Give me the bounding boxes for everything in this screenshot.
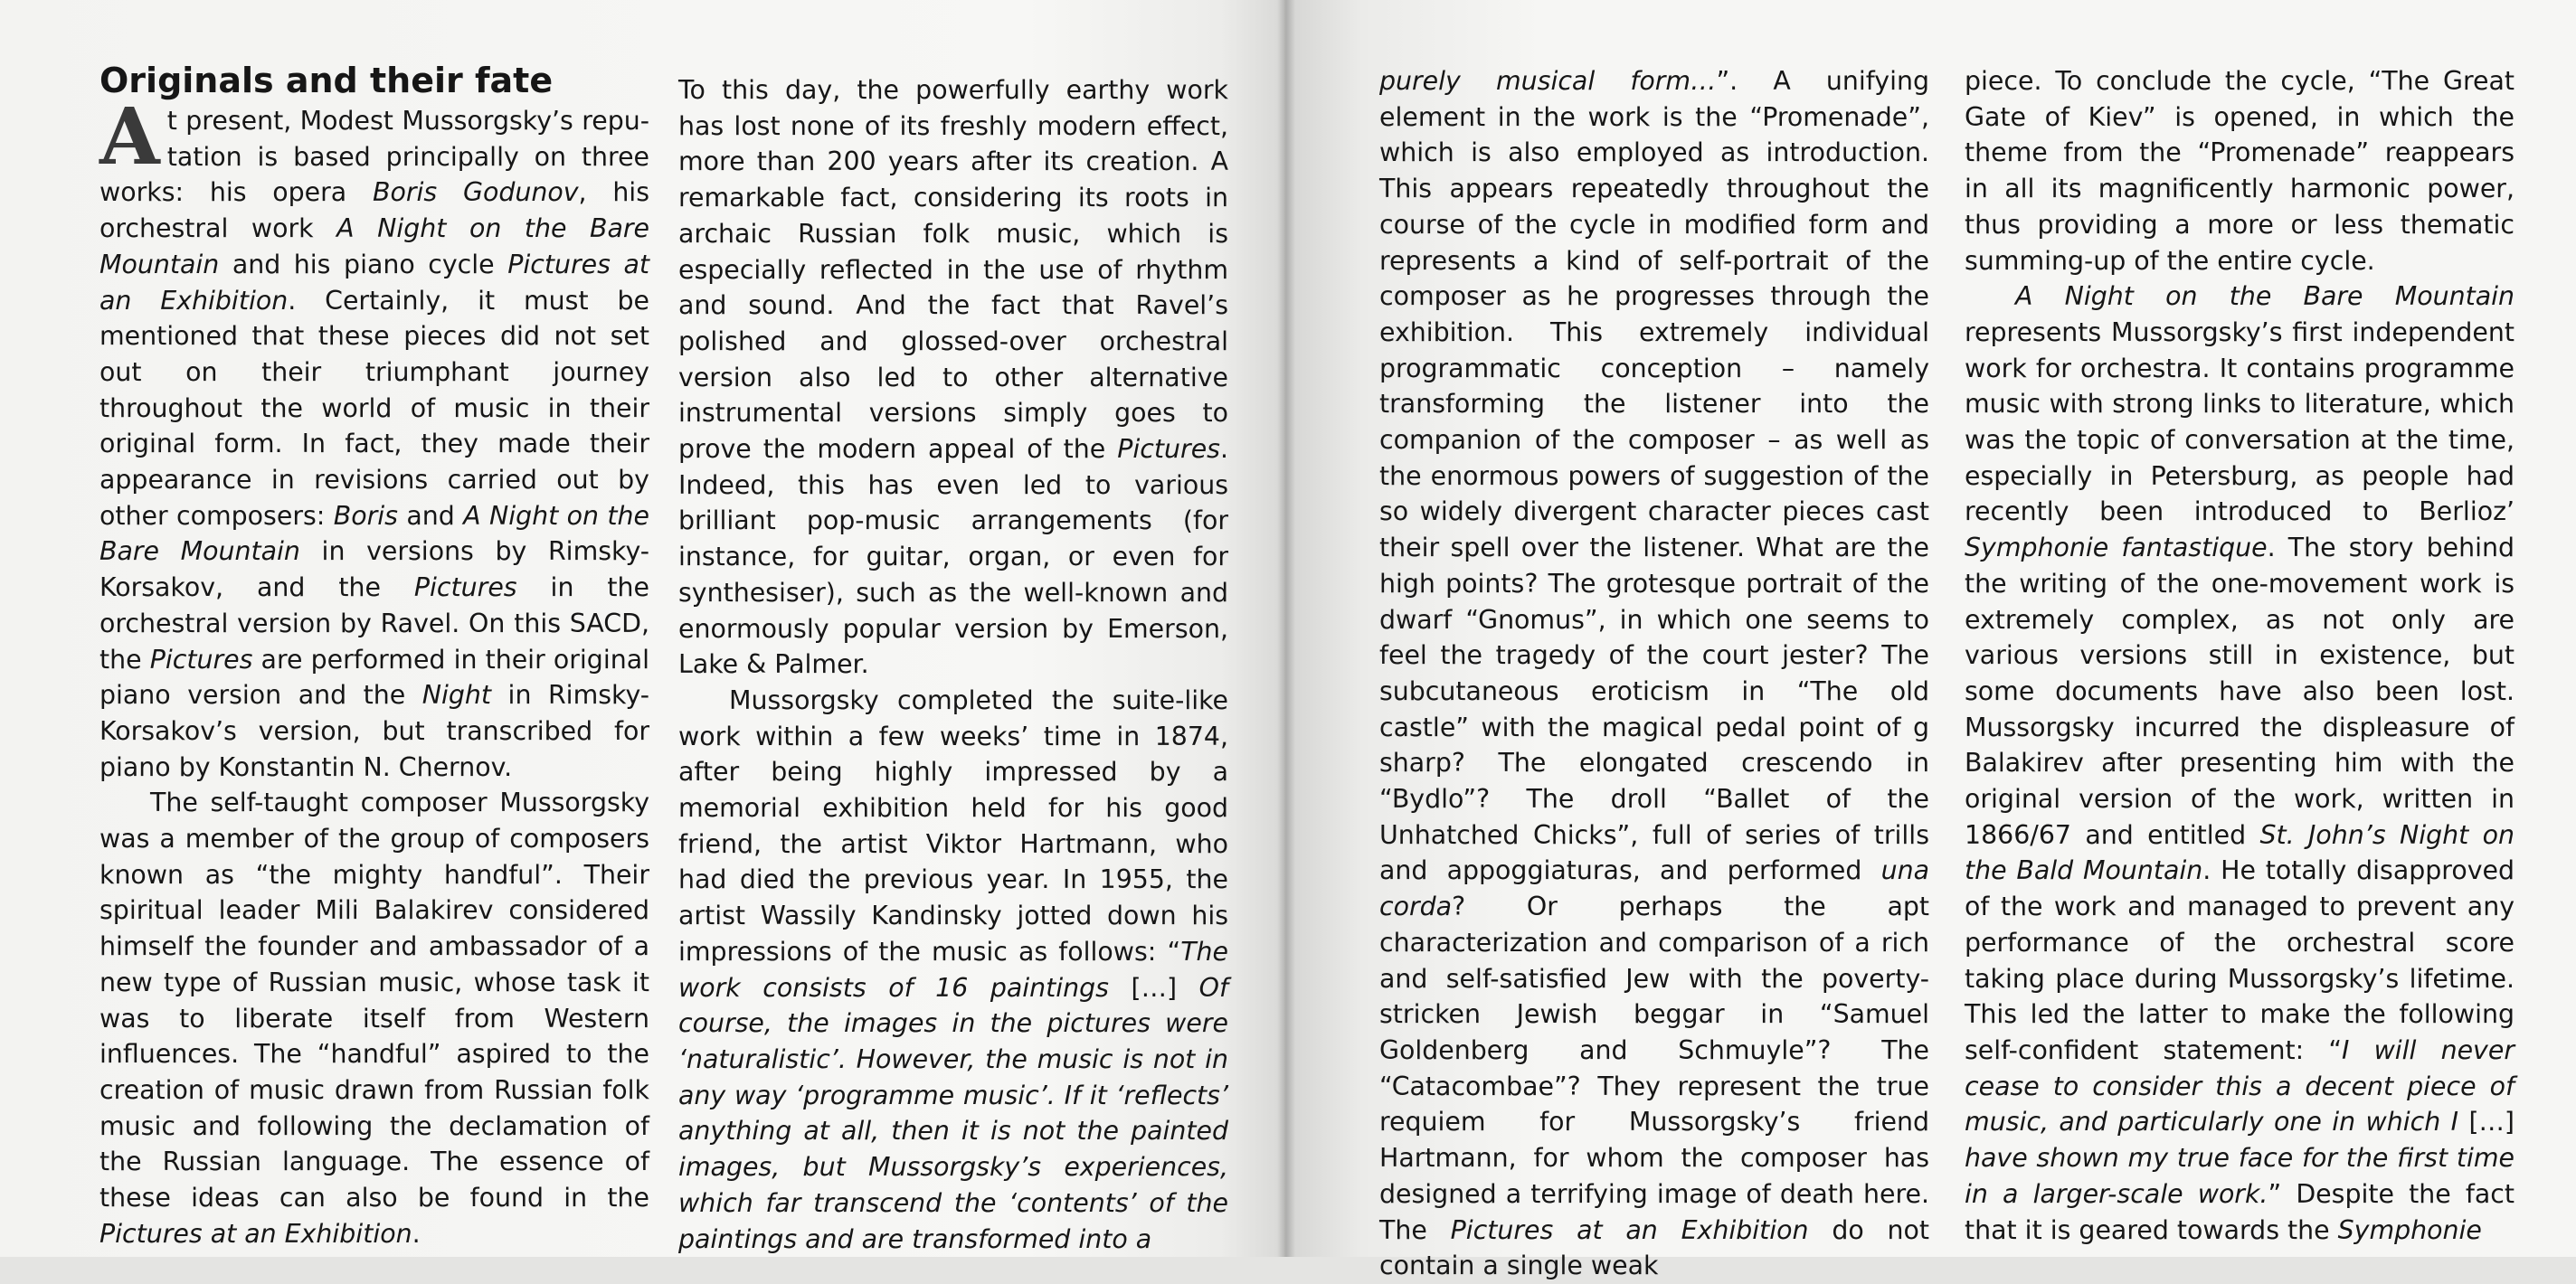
italic-title: Pictures at an Exhibition xyxy=(99,249,649,316)
text-run: do not contain a single weak xyxy=(1379,1214,1929,1281)
italic-quote: have shown my true face for the first time in a larger-scale work. xyxy=(1965,1143,2514,1209)
italic-title: Boris Godunov xyxy=(372,177,579,208)
italic-title: A Night on the Bare Mountain xyxy=(99,500,649,567)
text-column-1 xyxy=(99,60,649,1252)
text-run: t present, Modest Mussorgsky’s repu-tation is based principally on three works: his opera xyxy=(99,106,649,208)
text-run: in versions by Rimsky-Korsakov, and the xyxy=(99,536,649,603)
text-run: and his piano cycle xyxy=(219,249,508,279)
italic-title: Pictures xyxy=(149,644,253,675)
text-run: . Certainly, it must be mentioned that these pieces did not set out on their triumphant journey throughout the world of music in their original form. In fact, they made their appearance in revisions carried out by other composers: xyxy=(99,285,649,531)
text-run: in the orchestral version by Ravel. On this SACD, the xyxy=(99,572,649,675)
text-run: and xyxy=(397,500,464,531)
paragraph xyxy=(678,683,1228,1257)
italic-title: A Night on the Bare Mountain xyxy=(99,213,650,279)
italic-title: Boris xyxy=(333,500,398,531)
text-run: piece. To conclude the cycle, “The Great Gate of Kiev” is opened, in which the theme from the “Promenade” reappears in all its magnificently harmonic power, thus providing a more or less thematic summing-up of the entire cycle. xyxy=(1965,66,2514,276)
italic-title: Pictures xyxy=(1117,434,1220,465)
text-run: […] xyxy=(1108,972,1199,1003)
text-run: . He totally disapproved of the work and managed to prevent any performance of the orchestral score taking place during Mussorgsky’s lifetime. This led the latter to make the following self-confident statement: “ xyxy=(1965,855,2514,1065)
text-run: are performed in their original piano version and the xyxy=(99,644,649,711)
italic-title: Symphonie fantastique xyxy=(1965,533,2268,563)
text-run: ” Despite the fact that it is geared towards the xyxy=(1965,1178,2514,1245)
italic-title: Pictures xyxy=(413,572,517,603)
paragraph xyxy=(99,91,650,785)
paragraph xyxy=(99,785,649,1251)
italic-title: St. John’s Night on the Bald Mountain xyxy=(1965,819,2515,886)
section-title: Originals and their fate xyxy=(99,61,554,100)
paragraph xyxy=(1965,279,2514,1248)
italic-title: Symphonie xyxy=(2337,1214,2482,1245)
text-run: in Rimsky-Korsakov’s version, but transcribed for piano by Konstantin N. Chernov. xyxy=(99,680,649,782)
paragraph xyxy=(1965,63,2514,279)
text-run: Mussorgsky completed the suite-like work within a few weeks’ time in 1874, after being highly impressed by a memorial exhibition held for his good friend, the artist Viktor Hartmann, who had died the previous year. In 1955, the artist Wassily Kandinsky jotted down his impressions of the music as follows: “ xyxy=(678,684,1228,967)
text-run: . xyxy=(412,1218,421,1249)
italic-quote: I will never cease to consider this a decent piece of music, and particularly one in which I xyxy=(1965,1034,2514,1138)
text-run: To this day, the powerfully earthy work has lost none of its freshly modern effect, more than 200 years after its creation. A remarkable fact, considering its roots in archaic Russian folk music, which is especially reflected in the use of rhythm and sound. And the fact that Ravel’s polished and glossed-over orchestral version also led to other alternative instrumental versions simply goes to prove the modern appeal of the xyxy=(678,75,1228,465)
text-run: represents Mussorgsky’s first independent work for orchestra. It contains programme music with strong links to literature, which was the topic of conversation at the time, especially in Petersburg, as people had recently been introduced to Berlioz’ xyxy=(1965,316,2514,527)
text-run: The self-taught composer Mussorgsky was a member of the group of composers known as “the mighty handful”. Their spiritual leader Mili Balakirev considered himself the founder and ambassador of a new type of Russian music, whose task it was to liberate itself from Western influences. The “handful” aspired to the creation of music drawn from Russian folk music and following the declamation of the Russian language. The essence of these ideas can also be found in the xyxy=(99,788,649,1213)
paragraph xyxy=(678,72,1228,683)
italic-title: Pictures at an Exhibition xyxy=(1450,1214,1809,1245)
italic-term: una corda xyxy=(1379,855,1929,922)
paragraph xyxy=(1379,63,1929,1284)
italic-title: Night xyxy=(421,680,492,711)
text-column-3 xyxy=(1379,63,1929,1284)
drop-cap: A xyxy=(99,91,160,183)
italic-quote: purely musical form… xyxy=(1379,66,1717,96)
italic-quote: Of course, the images in the pictures were ‘naturalistic’. However, the music is not in any way ‘programme music’. If it ‘reflects’ anything at all, then it is not the painted images, but Mussorgsky’s experiences, which far transcend the ‘contents’ of the paintings and are transformed into a xyxy=(678,972,1228,1254)
italic-title: Pictures at an Exhibition xyxy=(99,1218,412,1249)
text-run: ? Or perhaps the apt characterization and comparison of a rich and self-satisfied Jew with the poverty-stricken Jewish beggar in “Samuel Goldenberg and Schmuyle”? The “Catacombae”? They represent the true requiem for Mussorgsky’s friend Hartmann, for whom the composer has designed a terrifying image of death here. The xyxy=(1379,892,1929,1245)
text-column-4 xyxy=(1965,63,2514,1248)
italic-quote: The work consists of 16 paintings xyxy=(678,936,1228,1003)
text-run: ”. A unifying element in the work is the “Promenade”, which is also employed as introduction. This appears repeatedly throughout the course of the cycle in modified form and represents a kind of self-portrait of the composer as he progresses through the exhibition. This extremely individual programmatic conception – namely transforming the listener into the companion of the composer – as well as the enormous powers of suggestion of the so widely divergent character pieces cast their spell over the listener. What are the high points? The grotesque portrait of the dwarf “Gnomus”, in which one seems to feel the tragedy of the court jester? The subcutaneous eroticism in “The old castle” with the magical pedal point of g sharp? The elongated crescendo in “Bydlo”? The droll “Ballet of the Unhatched Chicks”, full of series of trills and appoggiaturas, and performed xyxy=(1379,66,1930,886)
text-run: . The story behind the writing of the one-movement work is extremely complex, as not only are various versions still in existence, but some documents have also been lost. Mussorgsky incurred the displeasure of Balakirev after presenting him with the original version of the work, written in 1866/67 and entitled xyxy=(1965,533,2514,850)
text-run: , his orchestral work xyxy=(99,177,649,244)
text-column-2 xyxy=(678,72,1228,1257)
book-gutter xyxy=(1277,0,1295,1257)
text-run: […] xyxy=(2458,1107,2514,1138)
text-run: . Indeed, this has even led to various brilliant pop-music arrangements (for instance, for guitar, organ, or even for synthesiser), such as the well-known and enormously popular version by Emerson, Lake & Palmer. xyxy=(678,434,1228,680)
italic-title: A Night on the Bare Mountain xyxy=(2015,281,2514,312)
